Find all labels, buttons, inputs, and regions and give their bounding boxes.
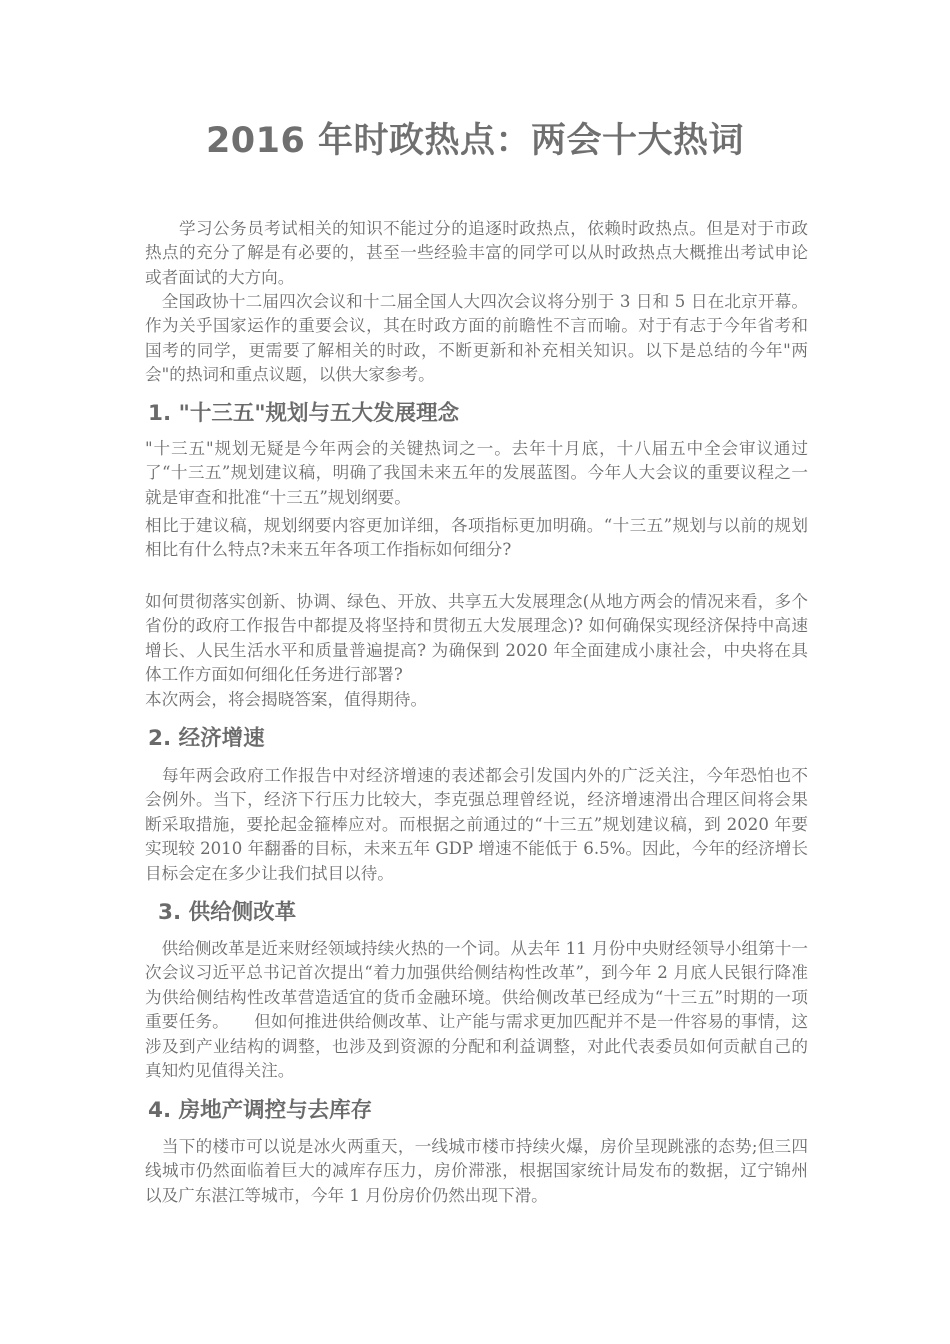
intro-paragraph-2: 全国政协十二届四次会议和十二届全国人大四次会议将分别于 3 日和 5 日在北京开幕。作为关乎国家运作的重要会议，其在时政方面的前瞻性不言而喻。对于有志于今年省考和国考的同学，更需要了解相关的时政，不断更新和补充相关知识。以下是总结的今年"两会"的热词和重点议题，以供大家参考。 xyxy=(145,292,808,385)
section-3-number: 3. xyxy=(158,900,182,925)
document-title: 2016 年时政热点：两会十大热词 xyxy=(205,121,745,161)
section-4-title: 房地产调控与去库存 xyxy=(178,1098,373,1123)
section-2-number: 2. xyxy=(148,726,172,751)
section-3-paragraph-1: 供给侧改革是近来财经领域持续火热的一个词。从去年 11 月份中央财经领导小组第十一次会议习近平总书记首次提出“着力加强供给侧结构性改革”，到今年 2 月底人民银行降准为供给侧结构性改革营造适宜的货币金融环境。供给侧改革已经成为“十三五”时期的一项重要任务。 但如何推进供给侧改革、让产能与需求更加匹配并不是一件容易的事情，这涉及到产业结构的调整，也涉及到资源的分配和利益调整，对此代表委员如何贡献自己的真知灼见值得关注。 xyxy=(145,939,808,1081)
section-1-paragraph-3: 如何贯彻落实创新、协调、绿色、开放、共享五大发展理念(从地方两会的情况来看，多个省份的政府工作报告中都提及将坚持和贯彻五大发展理念)? 如何确保实现经济保持中高速增长、人民生活水平和质量普遍提高? 为确保到 2020 年全面建成小康社会，中央将在具体工作方面如何细化任务进行部署? xyxy=(145,592,808,685)
section-1-heading xyxy=(148,399,808,429)
section-2-paragraph-1: 每年两会政府工作报告中对经济增速的表述都会引发国内外的广泛关注，今年恐怕也不会例外。当下，经济下行压力比较大，李克强总理曾经说，经济增速滑出合理区间将会果断采取措施，要抡起金箍棒应对。而根据之前通过的“十三五”规划建议稿，到 2020 年要实现较 2010 年翻番的目标，未来五年 GDP 增速不能低于 6.5%。因此，今年的经济增长目标会定在多少让我们拭目以待。 xyxy=(145,766,808,883)
section-1-paragraph-1: "十三五"规划无疑是今年两会的关键热词之一。去年十月底，十八届五中全会审议通过了“十三五”规划建议稿，明确了我国未来五年的发展蓝图。今年人大会议的重要议程之一就是审查和批准“十三五”规划纲要。 xyxy=(145,439,808,507)
intro-paragraph-1: 学习公务员考试相关的知识不能过分的追逐时政热点，依赖时政热点。但是对于市政热点的充分了解是有必要的，甚至一些经验丰富的同学可以从时政热点大概推出考试申论或者面试的大方向。 xyxy=(145,219,808,287)
section-2-heading xyxy=(148,724,808,754)
section-3-title: 供给侧改革 xyxy=(188,900,297,925)
section-1-title: "十三五"规划与五大发展理念 xyxy=(178,401,460,426)
section-1-paragraph-2: 相比于建议稿，规划纲要内容更加详细，各项指标更加明确。“十三五”规划与以前的规划相比有什么特点?未来五年各项工作指标如何细分? xyxy=(145,516,808,560)
section-4-number: 4. xyxy=(148,1098,172,1123)
section-1-number: 1. xyxy=(148,401,172,426)
section-4-heading xyxy=(148,1096,808,1126)
section-4-paragraph-1: 当下的楼市可以说是冰火两重天，一线城市楼市持续火爆，房价呈现跳涨的态势;但三四线城市仍然面临着巨大的减库存压力，房价滞涨，根据国家统计局发布的数据，辽宁锦州以及广东湛江等城市，今年 1 月份房价仍然出现下滑。 xyxy=(145,1137,808,1205)
section-2-title: 经济增速 xyxy=(178,726,265,751)
section-3-heading xyxy=(158,898,818,928)
section-1-paragraph-4: 本次两会，将会揭晓答案，值得期待。 xyxy=(145,690,428,709)
